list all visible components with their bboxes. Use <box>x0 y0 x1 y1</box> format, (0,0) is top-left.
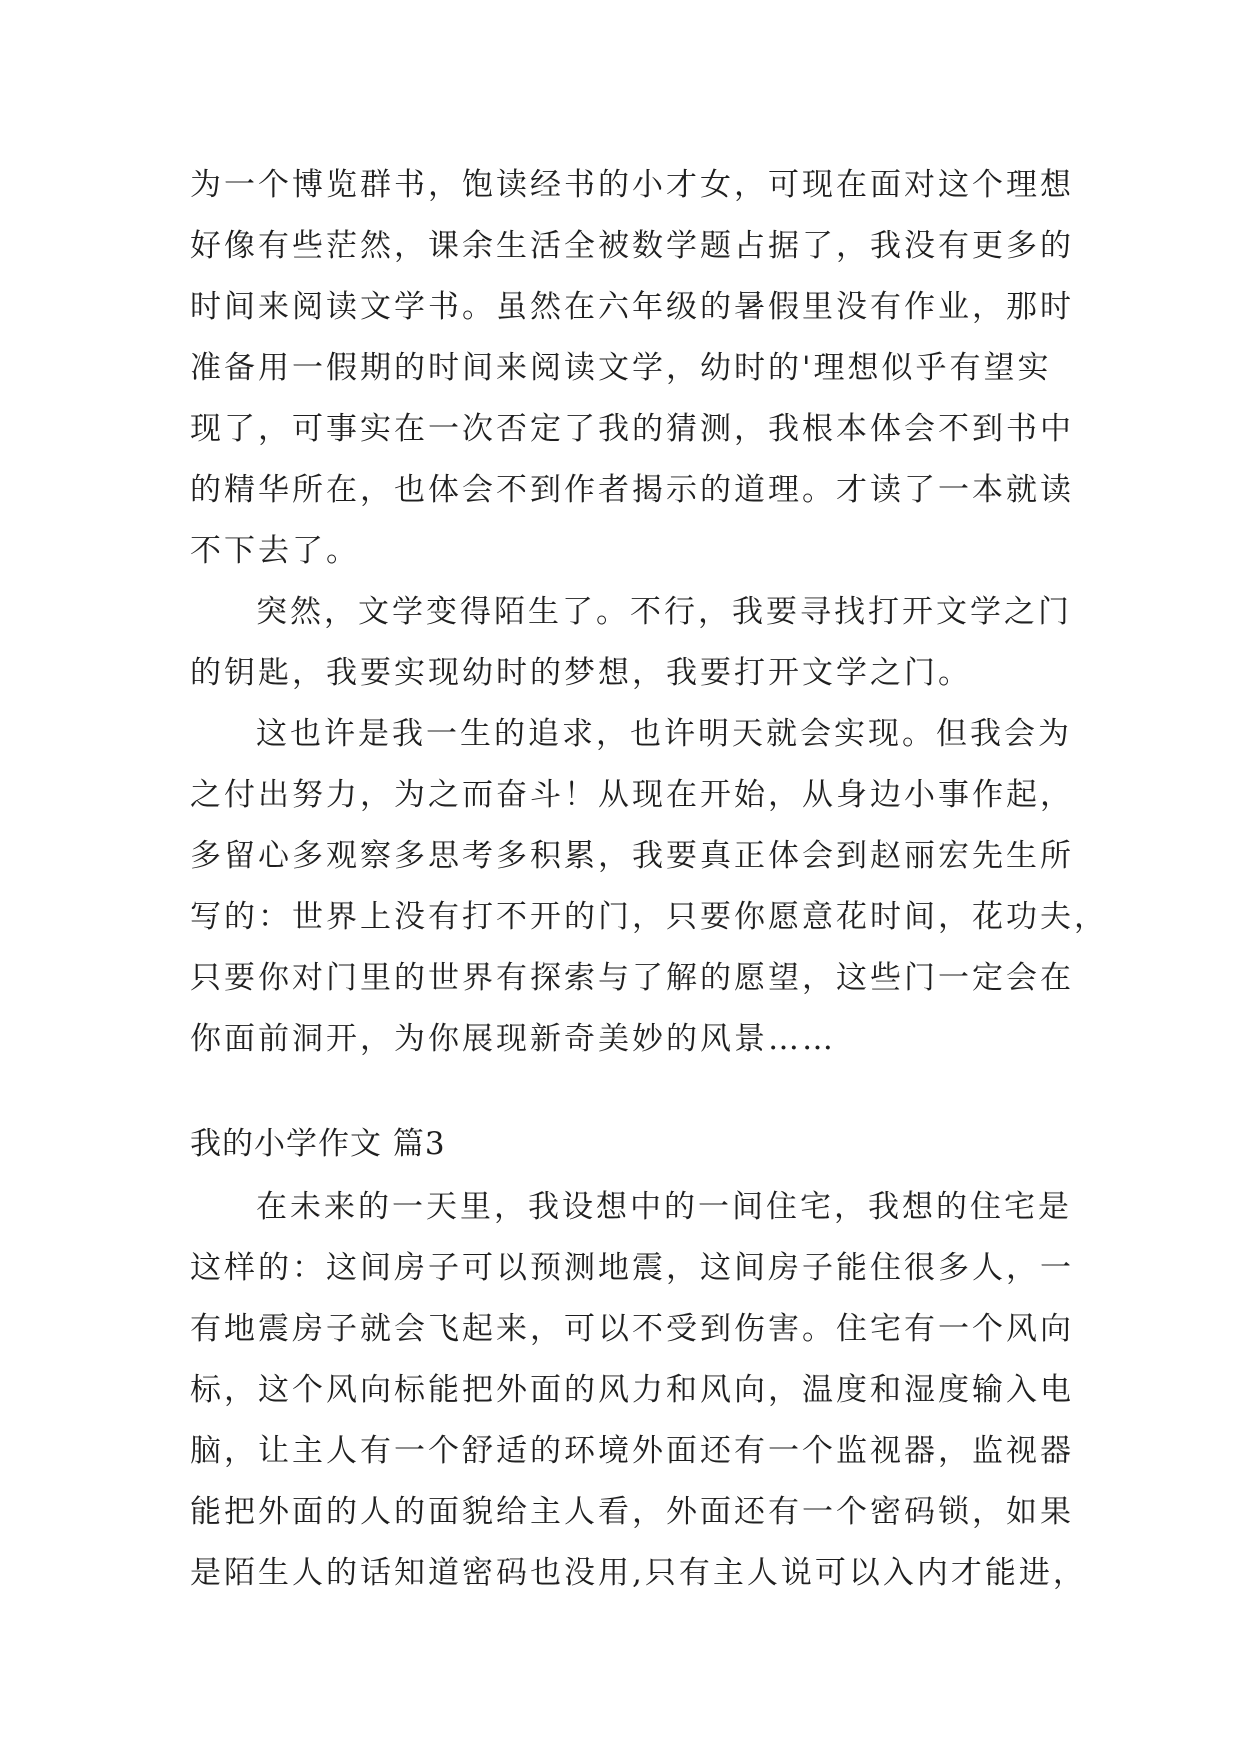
paragraph-1-line-1: 为一个博览群书，饱读经书的小才女，可现在面对这个理想 <box>190 167 1074 203</box>
paragraph-1-line-4: 准备用一假期的时间来阅读文学，幼时的'理想似乎有望实 <box>190 350 1052 386</box>
paragraph-3-line-1: 这也许是我一生的追求，也许明天就会实现。但我会为 <box>256 716 1072 752</box>
paragraph-4-line-7: 是陌生人的话知道密码也没用,只有主人说可以入内才能进， <box>190 1555 1087 1591</box>
paragraph-1-line-5: 现了，可事实在一次否定了我的猜测，我根本体会不到书中 <box>190 411 1074 447</box>
paragraph-1-line-7: 不下去了。 <box>190 533 360 569</box>
paragraph-4-line-1: 在未来的一天里，我设想中的一间住宅，我想的住宅是 <box>256 1189 1072 1225</box>
paragraph-4-line-2: 这样的：这间房子可以预测地震，这间房子能住很多人，一 <box>190 1250 1074 1286</box>
paragraph-1-line-6: 的精华所在，也体会不到作者揭示的道理。才读了一本就读 <box>190 472 1074 508</box>
paragraph-4-line-6: 能把外面的人的面貌给主人看，外面还有一个密码锁，如果 <box>190 1494 1074 1530</box>
paragraph-4-line-5: 脑，让主人有一个舒适的环境外面还有一个监视器，监视器 <box>190 1433 1074 1469</box>
paragraph-1-line-3: 时间来阅读文学书。虽然在六年级的暑假里没有作业，那时 <box>190 289 1074 325</box>
paragraph-4-line-3: 有地震房子就会飞起来，可以不受到伤害。住宅有一个风向 <box>190 1311 1074 1347</box>
paragraph-3-line-6: 你面前洞开，为你展现新奇美妙的风景…… <box>190 1021 836 1057</box>
paragraph-3-line-5: 只要你对门里的世界有探索与了解的愿望，这些门一定会在 <box>190 960 1074 996</box>
paragraph-1-line-2: 好像有些茫然，课余生活全被数学题占据了，我没有更多的 <box>190 228 1074 264</box>
paragraph-2-line-2: 的钥匙，我要实现幼时的梦想，我要打开文学之门。 <box>190 655 972 691</box>
paragraph-4-line-4: 标，这个风向标能把外面的风力和风向，温度和湿度输入电 <box>190 1372 1074 1408</box>
paragraph-3-line-3: 多留心多观察多思考多积累，我要真正体会到赵丽宏先生所 <box>190 838 1074 874</box>
section-title: 我的小学作文 篇3 <box>190 1126 446 1162</box>
paragraph-2-line-1: 突然，文学变得陌生了。不行，我要寻找打开文学之门 <box>256 594 1072 630</box>
paragraph-3-line-2: 之付出努力，为之而奋斗！从现在开始，从身边小事作起， <box>190 777 1074 813</box>
paragraph-3-line-4: 写的：世界上没有打不开的门，只要你愿意花时间，花功夫， <box>190 899 1108 935</box>
